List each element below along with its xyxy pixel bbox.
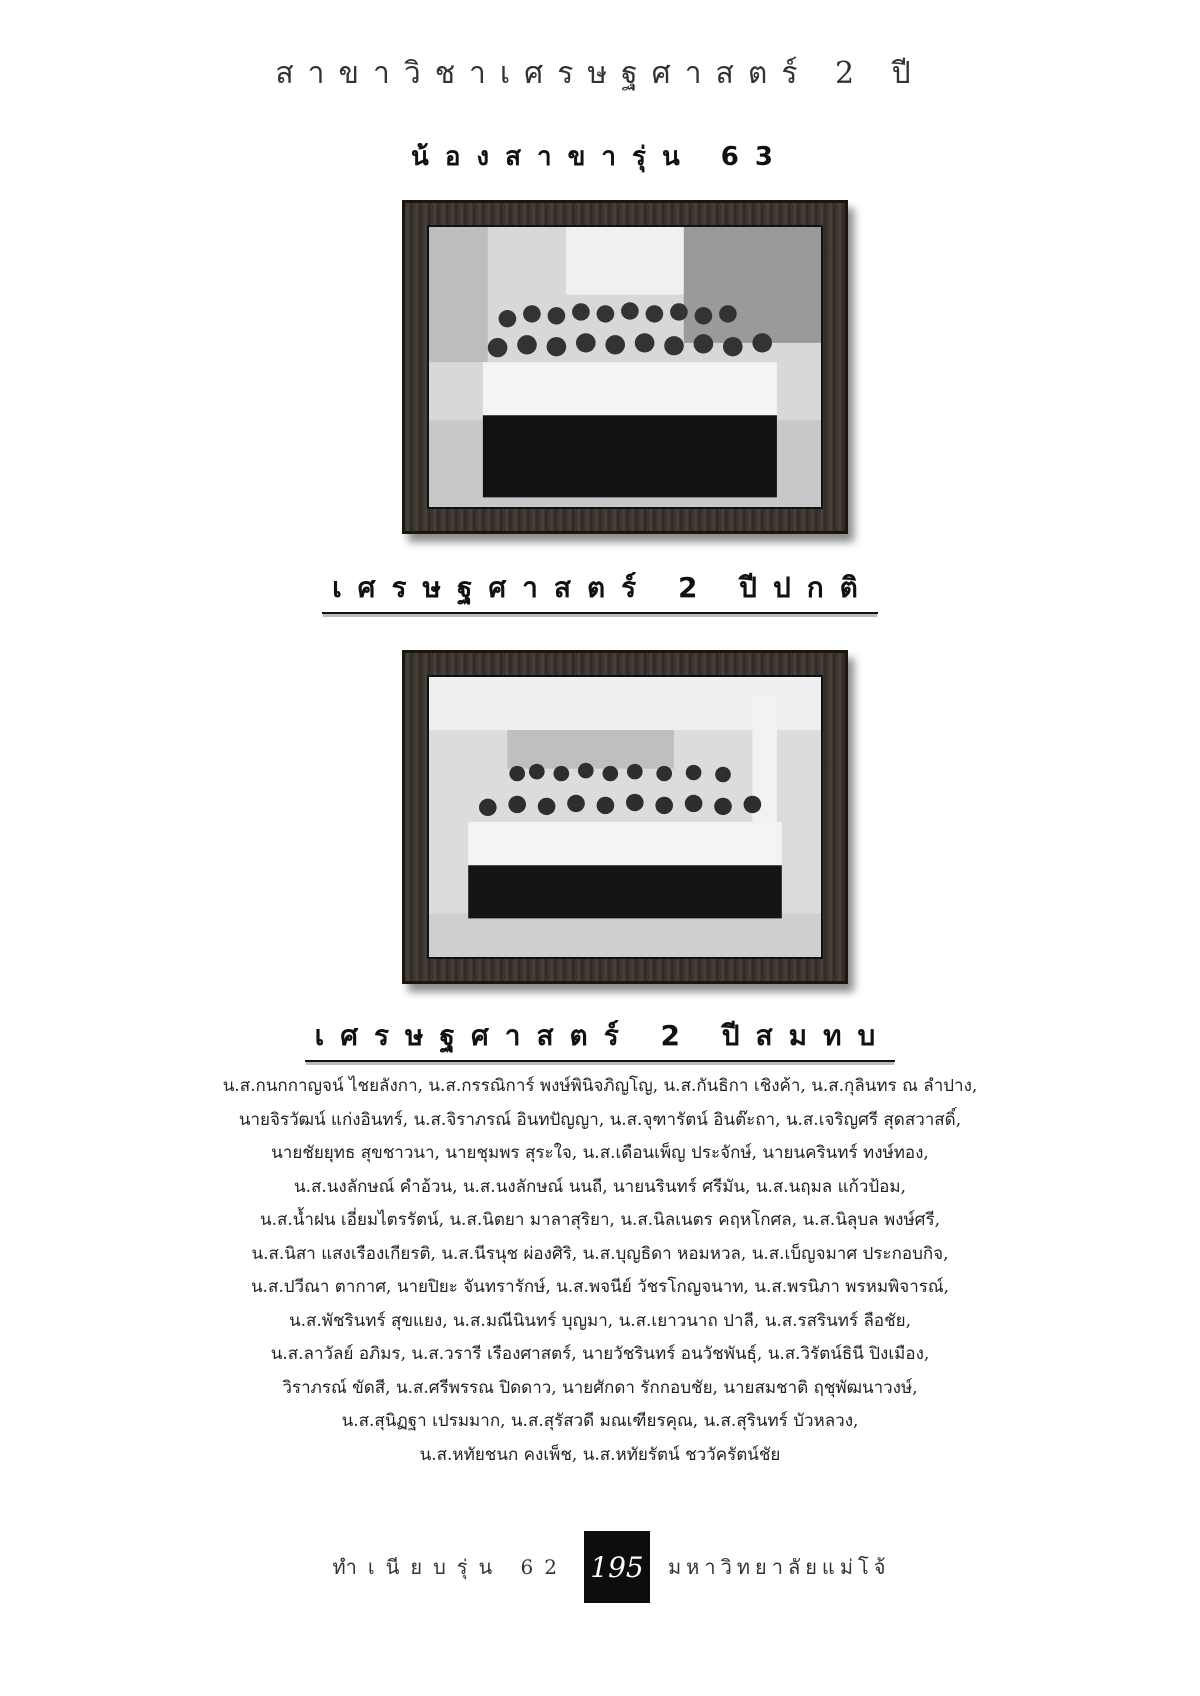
photo-frame-regular bbox=[402, 650, 848, 984]
section-heading-regular bbox=[0, 566, 1200, 614]
group-photo-regular bbox=[427, 675, 823, 959]
names-line: น.ส.ปวีณา ตากาศ, นายปิยะ จันทรารักษ์, น.ส.พจนีย์ วัชรโกญจนาท, น.ส.พรนิภา พรหมพิจารณ์, bbox=[250, 1277, 950, 1297]
names-line: น.ส.นิสา แสงเรืองเกียรติ, น.ส.นีรนุช ผ่องศิริ, น.ส.บุญธิดา หอมหวล, น.ส.เบ็ญจมาศ ประกอบกิจ, bbox=[251, 1243, 949, 1264]
names-line: วิราภรณ์ ขัดสี, น.ส.ศรีพรรณ ปิดดาว, นายศักดา รักกอบชัย, นายสมชาติ ฤชุพัฒนาวงษ์, bbox=[282, 1377, 918, 1398]
footer-university-label: มหาวิทยาลัยแม่โจ้ bbox=[668, 1555, 891, 1579]
names-line: น.ส.กนกกาญจน์ ไชยลังกา, น.ส.กรรณิการ์ พงษ์พินิจภิญโญ, น.ส.กันธิกา เชิงค้า, น.ส.กุลินทร ณ ลำปาง, bbox=[222, 1076, 978, 1096]
page-header-title: สาขาวิชาเศรษฐศาสตร์ 2 ปี bbox=[275, 56, 925, 91]
names-line: นายจิรวัฒน์ แก่งอินทร์, น.ส.จิราภรณ์ อินทปัญญา, น.ส.จุฑารัตน์ อินต๊ะถา, น.ส.เจริญศรี สุดสวาสดิ์, bbox=[238, 1109, 962, 1130]
page-footer bbox=[0, 1531, 1200, 1603]
footer-yearbook-label: ทำเนียบรุ่น 62 bbox=[332, 1555, 568, 1579]
names-line: น.ส.พัชรินทร์ สุขแยง, น.ส.มณีนินทร์ บุญมา, น.ส.เยาวนาถ ปาลี, น.ส.รสรินทร์ ลือชัย, bbox=[288, 1310, 912, 1331]
names-line: น.ส.ลาวัลย์ อภิมร, น.ส.วรารี เรืองศาสตร์, นายวัชรินทร์ อนวัชพันธุ์, น.ส.วิรัตน์ธินี ปิงเมือง, bbox=[270, 1344, 930, 1364]
section-heading-juniors: น้องสาขารุ่น 63 bbox=[411, 142, 789, 172]
group-photo-juniors bbox=[427, 225, 823, 509]
student-names-list bbox=[140, 1070, 1060, 1472]
section-heading-evening-text: เศรษฐศาสตร์ 2 ปีสมทบ bbox=[305, 1014, 896, 1062]
page-number: 195 bbox=[584, 1531, 650, 1603]
section-heading-regular-text: เศรษฐศาสตร์ 2 ปีปกติ bbox=[322, 566, 878, 614]
names-line: นายชัยยุทธ สุขชาวนา, นายชุมพร สุระใจ, น.ส.เดือนเพ็ญ ประจักษ์, นายนครินทร์ ทงษ์ทอง, bbox=[271, 1143, 929, 1163]
names-line: น.ส.สุนิฏฐา เปรมมาก, น.ส.สุรัสวดี มณเฑียรคุณ, น.ส.สุรินทร์ บัวหลวง, bbox=[341, 1411, 859, 1431]
names-line: น.ส.หทัยชนก คงเพ็ช, น.ส.หทัยรัตน์ ชววัครัตน์ชัย bbox=[419, 1444, 781, 1465]
names-line: น.ส.น้ำฝน เอี่ยมไตรรัตน์, น.ส.นิตยา มาลาสุริยา, น.ส.นิลเนตร คฤหโกศล, น.ส.นิลุบล พงษ์ศรี, bbox=[259, 1210, 941, 1230]
section-heading-evening bbox=[0, 1014, 1200, 1062]
photo-frame-juniors bbox=[402, 200, 848, 534]
names-line: น.ส.นงลักษณ์ คำอ้วน, น.ส.นงลักษณ์ นนถี, นายนรินทร์ ศรีมัน, น.ส.นฤมล แก้วป้อม, bbox=[293, 1176, 907, 1197]
